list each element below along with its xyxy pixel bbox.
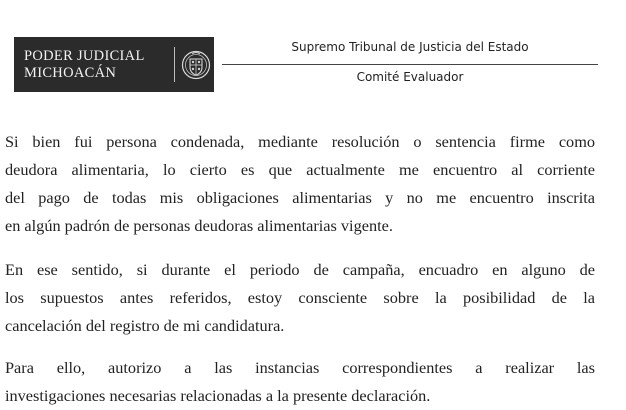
paragraph-1-line: Si bien fui persona condenada, mediante resolución o sentencia firme como bbox=[5, 132, 595, 151]
paragraph-1-line: deudora alimentaria, lo cierto es que actualmente me encuentro al corriente bbox=[5, 160, 595, 179]
court-title: Supremo Tribunal de Justicia del Estado bbox=[291, 40, 529, 54]
logo-line-1: PODER JUDICIAL bbox=[24, 48, 145, 64]
paragraph-2-line: En ese sentido, si durante el periodo de campaña, encuadro en alguno de bbox=[5, 260, 595, 279]
paragraph-3-line: Para ello, autorizo a las instancias correspondientes a realizar las bbox=[5, 358, 595, 377]
paragraph-2-line: cancelación del registro de mi candidatura. bbox=[5, 316, 285, 335]
logo-divider bbox=[174, 47, 175, 82]
header-rule bbox=[222, 64, 598, 65]
committee-title: Comité Evaluador bbox=[356, 70, 464, 84]
coat-of-arms-seal-icon bbox=[181, 48, 211, 82]
paragraph-3-line: investigaciones necesarias relacionadas a la presente declaración. bbox=[5, 386, 431, 405]
paragraph-1 bbox=[5, 128, 595, 240]
paragraph-2 bbox=[5, 256, 595, 340]
paragraph-1-line: en algún padrón de personas deudoras alimentarias vigente. bbox=[5, 216, 393, 235]
logo-line-2: MICHOACÁN bbox=[24, 65, 117, 81]
logo-text bbox=[24, 48, 145, 82]
poder-judicial-logo bbox=[14, 37, 214, 92]
paragraph-2-line: los supuestos antes referidos, estoy consciente sobre la posibilidad de la bbox=[5, 288, 595, 307]
paragraph-3 bbox=[5, 354, 595, 410]
paragraph-1-line: del pago de todas mis obligaciones alimentarias y no me encuentro inscrita bbox=[5, 188, 595, 207]
